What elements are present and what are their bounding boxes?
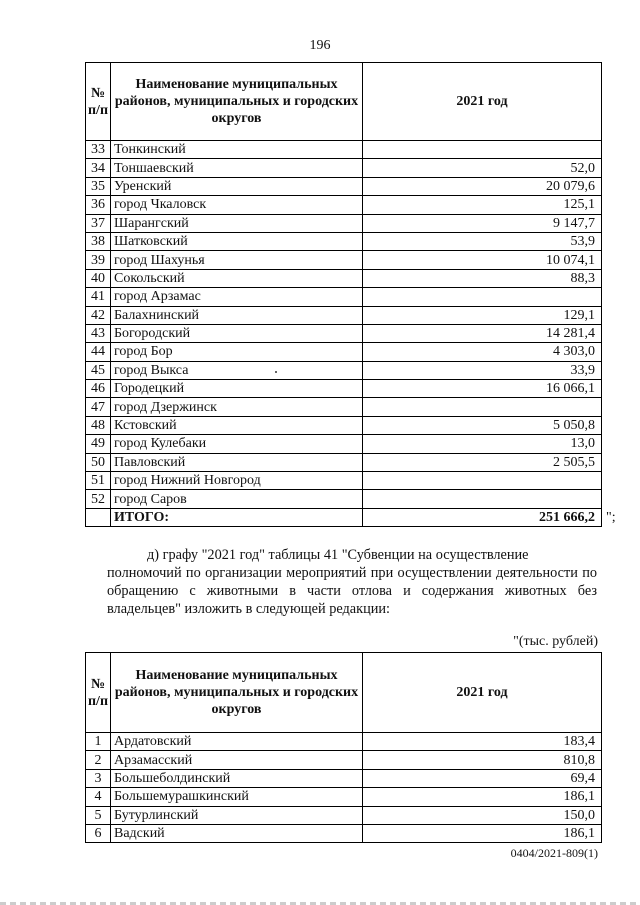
- table-row: [86, 453, 602, 471]
- row-name: город Шахунья: [111, 251, 363, 269]
- scan-dot: [275, 371, 277, 373]
- table-row: [86, 269, 602, 287]
- table-row: [86, 824, 602, 842]
- row-number: 35: [86, 177, 111, 195]
- row-number: 51: [86, 472, 111, 490]
- row-value: 186,1: [363, 788, 602, 806]
- row-value: 52,0: [363, 159, 602, 177]
- row-value: 5 050,8: [363, 416, 602, 434]
- row-number: 37: [86, 214, 111, 232]
- row-value: 4 303,0: [363, 343, 602, 361]
- row-name: город Бор: [111, 343, 363, 361]
- row-name: город Нижний Новгород: [111, 472, 363, 490]
- page-number: 196: [309, 38, 331, 53]
- row-number: 41: [86, 288, 111, 306]
- table-row: [86, 806, 602, 824]
- row-number: 42: [86, 306, 111, 324]
- row-name: город Дзержинск: [111, 398, 363, 416]
- row-number: 44: [86, 343, 111, 361]
- table-row: [86, 159, 602, 177]
- row-value: 10 074,1: [363, 251, 602, 269]
- paragraph-line-1: д) графу "2021 год" таблицы 41 "Субвенции на осуществление: [147, 547, 529, 563]
- table-row: [86, 196, 602, 214]
- table-row: [86, 380, 602, 398]
- row-value: [363, 398, 602, 416]
- row-name: Арзамасский: [111, 751, 363, 769]
- row-number: 46: [86, 380, 111, 398]
- row-value: 9 147,7: [363, 214, 602, 232]
- closing-quote: ";: [606, 510, 616, 525]
- row-number: 1: [86, 733, 111, 751]
- row-number: 36: [86, 196, 111, 214]
- row-name: город Кулебаки: [111, 435, 363, 453]
- row-value: 33,9: [363, 361, 602, 379]
- subsidy-table-top: [85, 62, 602, 527]
- row-number: 45: [86, 361, 111, 379]
- total-label: ИТОГО:: [111, 508, 363, 526]
- table-row: [86, 141, 602, 159]
- row-value: 125,1: [363, 196, 602, 214]
- row-value: 53,9: [363, 232, 602, 250]
- row-name: Вадский: [111, 824, 363, 842]
- table-row: [86, 288, 602, 306]
- table-row: [86, 435, 602, 453]
- row-name: город Саров: [111, 490, 363, 508]
- row-name: Бутурлинский: [111, 806, 363, 824]
- total-row: [86, 508, 602, 526]
- header-num: № п/п: [86, 63, 111, 141]
- row-value: 14 281,4: [363, 324, 602, 342]
- row-name: город Арзамас: [111, 288, 363, 306]
- row-value: 183,4: [363, 733, 602, 751]
- row-value: 16 066,1: [363, 380, 602, 398]
- row-name: Сокольский: [111, 269, 363, 287]
- row-name: Большеболдинский: [111, 769, 363, 787]
- table-row: [86, 490, 602, 508]
- row-name: город Чкаловск: [111, 196, 363, 214]
- row-name: Тонкинский: [111, 141, 363, 159]
- row-name: Богородский: [111, 324, 363, 342]
- header-num: № п/п: [86, 653, 111, 733]
- row-value: [363, 141, 602, 159]
- row-value: [363, 472, 602, 490]
- table-row: [86, 751, 602, 769]
- row-value: 186,1: [363, 824, 602, 842]
- row-name: Шатковский: [111, 232, 363, 250]
- amendment-paragraph: [107, 546, 597, 618]
- row-number: 6: [86, 824, 111, 842]
- table-row: [86, 306, 602, 324]
- row-name: Большемурашкинский: [111, 788, 363, 806]
- row-value: 69,4: [363, 769, 602, 787]
- document-code: 0404/2021-809(1): [510, 846, 598, 860]
- row-number: 40: [86, 269, 111, 287]
- row-name: Ардатовский: [111, 733, 363, 751]
- table-row: [86, 214, 602, 232]
- subsidy-table-bottom: [85, 652, 602, 843]
- table-row: [86, 177, 602, 195]
- table-row: [86, 788, 602, 806]
- row-name: Павловский: [111, 453, 363, 471]
- row-value: 13,0: [363, 435, 602, 453]
- header-year: 2021 год: [363, 63, 602, 141]
- table-row: [86, 343, 602, 361]
- row-value: [363, 288, 602, 306]
- row-value: 2 505,5: [363, 453, 602, 471]
- row-number: 43: [86, 324, 111, 342]
- row-number: 34: [86, 159, 111, 177]
- row-number: 50: [86, 453, 111, 471]
- row-number: 33: [86, 141, 111, 159]
- row-number: 3: [86, 769, 111, 787]
- table-row: [86, 251, 602, 269]
- row-number: 2: [86, 751, 111, 769]
- row-number: 5: [86, 806, 111, 824]
- row-name: город Выкса: [111, 361, 363, 379]
- table-row: [86, 324, 602, 342]
- row-number: 49: [86, 435, 111, 453]
- row-name: Кстовский: [111, 416, 363, 434]
- row-number: 4: [86, 788, 111, 806]
- row-name: Шарангский: [111, 214, 363, 232]
- row-number: 47: [86, 398, 111, 416]
- total-value: 251 666,2: [363, 508, 602, 526]
- row-value: 150,0: [363, 806, 602, 824]
- header-name: Наименование муниципальных районов, муниципальных и городских округов: [111, 63, 363, 141]
- row-name: Тоншаевский: [111, 159, 363, 177]
- paragraph-rest: полномочий по организации мероприятий при осуществлении деятельности по обращению с животными в части отлова и содержания животных без владельцев" изложить в следующей редакции:: [107, 565, 597, 617]
- table-row: [86, 398, 602, 416]
- row-value: 20 079,6: [363, 177, 602, 195]
- table-row: [86, 416, 602, 434]
- row-name: Уренский: [111, 177, 363, 195]
- row-number: 52: [86, 490, 111, 508]
- row-value: [363, 490, 602, 508]
- row-number: 48: [86, 416, 111, 434]
- row-number: 38: [86, 232, 111, 250]
- table-row: [86, 472, 602, 490]
- header-year: 2021 год: [363, 653, 602, 733]
- row-value: 88,3: [363, 269, 602, 287]
- row-value: 129,1: [363, 306, 602, 324]
- table-row: [86, 733, 602, 751]
- table-row: [86, 769, 602, 787]
- header-name: Наименование муниципальных районов, муниципальных и городских округов: [111, 653, 363, 733]
- table-row: [86, 361, 602, 379]
- row-name: Городецкий: [111, 380, 363, 398]
- row-value: 810,8: [363, 751, 602, 769]
- units-label: "(тыс. рублей): [513, 634, 598, 649]
- total-empty-cell: [86, 508, 111, 526]
- row-name: Балахнинский: [111, 306, 363, 324]
- row-number: 39: [86, 251, 111, 269]
- table-row: [86, 232, 602, 250]
